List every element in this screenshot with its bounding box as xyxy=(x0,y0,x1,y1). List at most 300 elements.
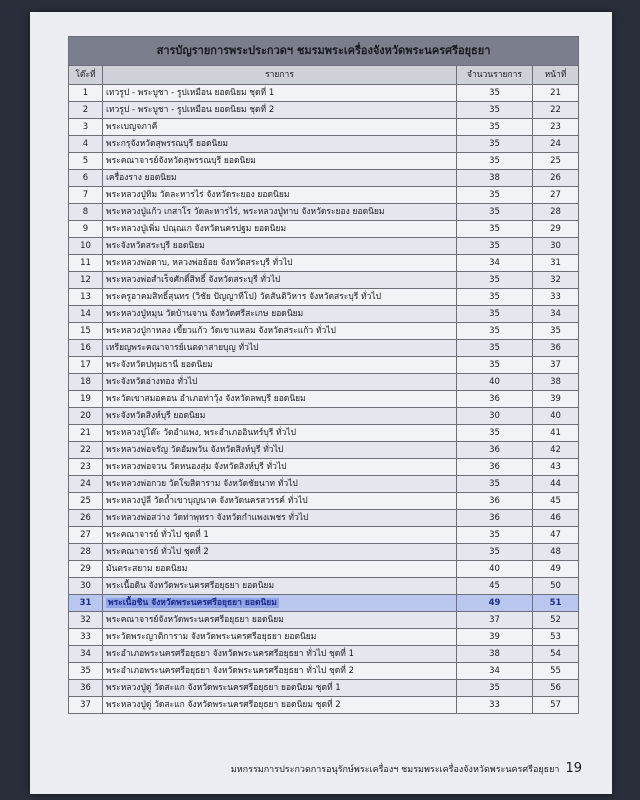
cell-page-text: 54 xyxy=(550,649,561,659)
cell-table-no-text: 28 xyxy=(80,547,91,557)
cell-count xyxy=(457,340,533,357)
cell-count-text: 40 xyxy=(489,377,500,387)
cell-count-text: 35 xyxy=(489,88,500,98)
cell-page xyxy=(533,323,579,340)
cell-list-text: พระจังหวัดปทุมธานี ยอดนิยม xyxy=(106,360,213,370)
cell-page-text: 45 xyxy=(550,496,561,506)
cell-count-text: 35 xyxy=(489,428,500,438)
cell-table-no-text: 13 xyxy=(80,292,91,302)
cell-page xyxy=(533,680,579,697)
cell-count xyxy=(457,187,533,204)
table-row xyxy=(69,289,579,306)
cell-table-no-text: 17 xyxy=(80,360,91,370)
table-row xyxy=(69,136,579,153)
cell-list xyxy=(103,629,457,646)
table-row xyxy=(69,697,579,714)
cell-table-no-text: 18 xyxy=(80,377,91,387)
cell-list-text: พระคณาจารย์ ทั่วไป ชุดที่ 2 xyxy=(106,547,209,557)
cell-table-no-text: 36 xyxy=(80,683,91,693)
cell-table-no xyxy=(69,561,103,578)
cell-page xyxy=(533,85,579,102)
cell-list-text: พระเบญจภาคี xyxy=(106,122,158,132)
cell-list xyxy=(103,306,457,323)
cell-page xyxy=(533,153,579,170)
cell-list xyxy=(103,544,457,561)
contents-table xyxy=(68,36,579,714)
cell-count xyxy=(457,170,533,187)
cell-page xyxy=(533,629,579,646)
cell-count-text: 35 xyxy=(489,139,500,149)
cell-page xyxy=(533,119,579,136)
cell-table-no-text: 12 xyxy=(80,275,91,285)
header-list: รายการ xyxy=(103,66,457,85)
cell-page-text: 56 xyxy=(550,683,561,693)
cell-count xyxy=(457,391,533,408)
cell-page-text: 27 xyxy=(550,190,561,200)
cell-table-no xyxy=(69,119,103,136)
cell-count-text: 35 xyxy=(489,360,500,370)
cell-table-no-text: 14 xyxy=(80,309,91,319)
cell-page-text: 23 xyxy=(550,122,561,132)
cell-list xyxy=(103,612,457,629)
cell-table-no xyxy=(69,493,103,510)
cell-count-text: 35 xyxy=(489,292,500,302)
cell-table-no-text: 11 xyxy=(80,258,91,268)
cell-table-no xyxy=(69,680,103,697)
cell-count-text: 35 xyxy=(489,190,500,200)
cell-count-text: 35 xyxy=(489,326,500,336)
cell-page-text: 49 xyxy=(550,564,561,574)
cell-count xyxy=(457,255,533,272)
table-row xyxy=(69,238,579,255)
cell-page-text: 37 xyxy=(550,360,561,370)
cell-table-no xyxy=(69,136,103,153)
cell-count-text: 36 xyxy=(489,445,500,455)
cell-page xyxy=(533,391,579,408)
table-row xyxy=(69,187,579,204)
cell-table-no xyxy=(69,442,103,459)
cell-count xyxy=(457,289,533,306)
cell-table-no xyxy=(69,255,103,272)
cell-list-text: มันตระสยาม ยอดนิยม xyxy=(106,564,188,574)
cell-list xyxy=(103,476,457,493)
cell-list xyxy=(103,561,457,578)
cell-page xyxy=(533,255,579,272)
cell-list xyxy=(103,595,457,612)
cell-list-text: พระอำเภอพระนครศรีอยุธยา จังหวัดพระนครศรีอยุธยา ทั่วไป ชุดที่ 2 xyxy=(106,666,354,676)
cell-page xyxy=(533,697,579,714)
cell-count-text: 34 xyxy=(489,258,500,268)
table-row xyxy=(69,510,579,527)
cell-list xyxy=(103,442,457,459)
cell-table-no xyxy=(69,306,103,323)
cell-page-text: 28 xyxy=(550,207,561,217)
cell-count-text: 33 xyxy=(489,700,500,710)
cell-list-text: พระจังหวัดสระบุรี ยอดนิยม xyxy=(106,241,205,251)
cell-table-no xyxy=(69,527,103,544)
cell-table-no-text: 23 xyxy=(80,462,91,472)
cell-page xyxy=(533,527,579,544)
cell-list xyxy=(103,493,457,510)
cell-count-text: 35 xyxy=(489,105,500,115)
cell-table-no xyxy=(69,578,103,595)
cell-page xyxy=(533,136,579,153)
cell-table-no-text: 37 xyxy=(80,700,91,710)
cell-list xyxy=(103,153,457,170)
cell-table-no-text: 6 xyxy=(82,173,89,183)
cell-table-no xyxy=(69,612,103,629)
cell-page xyxy=(533,187,579,204)
cell-page-text: 34 xyxy=(550,309,561,319)
cell-count xyxy=(457,697,533,714)
cell-page-text: 22 xyxy=(550,105,561,115)
cell-count xyxy=(457,442,533,459)
cell-page xyxy=(533,595,579,612)
cell-list xyxy=(103,646,457,663)
cell-table-no-text: 8 xyxy=(82,207,89,217)
cell-page-text: 57 xyxy=(550,700,561,710)
cell-page-text: 29 xyxy=(550,224,561,234)
cell-list-text: พระหลวงพ่อจวน วัดหนองสุ่ม จังหวัดสิงห์บุรี ทั่วไป xyxy=(106,462,287,472)
cell-page xyxy=(533,170,579,187)
cell-table-no xyxy=(69,187,103,204)
cell-table-no-text: 19 xyxy=(80,394,91,404)
cell-table-no xyxy=(69,510,103,527)
cell-count xyxy=(457,408,533,425)
cell-page xyxy=(533,238,579,255)
table-row xyxy=(69,221,579,238)
cell-page xyxy=(533,306,579,323)
cell-count-text: 37 xyxy=(489,615,500,625)
table-row xyxy=(69,153,579,170)
cell-count xyxy=(457,629,533,646)
table-body xyxy=(69,85,579,714)
cell-count-text: 35 xyxy=(489,547,500,557)
table-row xyxy=(69,459,579,476)
cell-page-text: 53 xyxy=(550,632,561,642)
cell-page-text: 30 xyxy=(550,241,561,251)
cell-list xyxy=(103,357,457,374)
cell-table-no-text: 29 xyxy=(80,564,91,574)
cell-list xyxy=(103,578,457,595)
cell-count xyxy=(457,578,533,595)
cell-count xyxy=(457,323,533,340)
cell-table-no-text: 21 xyxy=(80,428,91,438)
cell-table-no-text: 7 xyxy=(82,190,89,200)
table-row xyxy=(69,119,579,136)
table-row xyxy=(69,595,579,612)
cell-count xyxy=(457,595,533,612)
cell-list xyxy=(103,459,457,476)
table-row xyxy=(69,204,579,221)
cell-table-no xyxy=(69,204,103,221)
contents-sheet xyxy=(68,36,578,714)
cell-list-text: พระคณาจารย์ ทั่วไป ชุดที่ 1 xyxy=(106,530,209,540)
cell-list-text: พระหลวงพ่อกวย วัดโฆสิตาราม จังหวัดชัยนาท ทั่วไป xyxy=(106,479,298,489)
page-number: 19 xyxy=(565,761,582,776)
cell-table-no xyxy=(69,646,103,663)
table-row xyxy=(69,306,579,323)
cell-page-text: 48 xyxy=(550,547,561,557)
cell-list xyxy=(103,272,457,289)
header-table-no: โต๊ะที่ xyxy=(69,66,103,85)
cell-list-text: พระอำเภอพระนครศรีอยุธยา จังหวัดพระนครศรีอยุธยา ทั่วไป ชุดที่ 1 xyxy=(106,649,354,659)
cell-list xyxy=(103,102,457,119)
cell-table-no xyxy=(69,357,103,374)
cell-page xyxy=(533,340,579,357)
cell-page-text: 36 xyxy=(550,343,561,353)
cell-table-no-text: 16 xyxy=(80,343,91,353)
cell-table-no xyxy=(69,595,103,612)
cell-count-text: 35 xyxy=(489,156,500,166)
cell-list-text: พระหลวงปู่เพิ่ม ปณฺณเก จังหวัดนครปฐม ยอดนิยม xyxy=(106,224,287,234)
cell-count xyxy=(457,527,533,544)
cell-table-no xyxy=(69,170,103,187)
cell-count-text: 36 xyxy=(489,496,500,506)
cell-count-text: 49 xyxy=(488,598,501,608)
cell-page-text: 52 xyxy=(550,615,561,625)
cell-list xyxy=(103,374,457,391)
cell-list xyxy=(103,680,457,697)
cell-count-text: 35 xyxy=(489,343,500,353)
cell-count-text: 34 xyxy=(489,666,500,676)
cell-page xyxy=(533,646,579,663)
cell-page xyxy=(533,357,579,374)
cell-count-text: 45 xyxy=(489,581,500,591)
cell-table-no-text: 15 xyxy=(80,326,91,336)
cell-count xyxy=(457,221,533,238)
cell-table-no-text: 32 xyxy=(80,615,91,625)
cell-list xyxy=(103,221,457,238)
cell-count-text: 35 xyxy=(489,241,500,251)
cell-list xyxy=(103,697,457,714)
cell-list-text: พระหลวงพ่อจรัญ วัดอัมพวัน จังหวัดสิงห์บุรี ทั่วไป xyxy=(106,445,284,455)
cell-table-no xyxy=(69,425,103,442)
cell-page xyxy=(533,221,579,238)
cell-page xyxy=(533,663,579,680)
cell-count-text: 38 xyxy=(489,649,500,659)
header-count: จำนวนรายการ xyxy=(457,66,533,85)
cell-page xyxy=(533,425,579,442)
cell-table-no xyxy=(69,408,103,425)
cell-table-no-text: 27 xyxy=(80,530,91,540)
cell-table-no xyxy=(69,153,103,170)
cell-count xyxy=(457,306,533,323)
cell-list-text: พระหลวงปู่โต๊ะ วัดอำแพง, พระอำเภออินทร์บุรี ทั่วไป xyxy=(106,428,297,438)
cell-table-no-text: 22 xyxy=(80,445,91,455)
cell-page-text: 41 xyxy=(550,428,561,438)
cell-page-text: 21 xyxy=(550,88,561,98)
cell-list-text: พระหลวงพ่อสำเร็จศักดิ์สิทธิ์ จังหวัดสระบุรี ทั่วไป xyxy=(106,275,281,285)
cell-count-text: 36 xyxy=(489,462,500,472)
cell-list xyxy=(103,391,457,408)
cell-list-text: เทวรูป - พระบูชา - รูปเหมือน ยอดนิยม ชุดที่ 1 xyxy=(106,88,275,98)
cell-table-no xyxy=(69,221,103,238)
cell-list xyxy=(103,323,457,340)
cell-table-no-text: 34 xyxy=(80,649,91,659)
cell-page-text: 33 xyxy=(550,292,561,302)
cell-table-no xyxy=(69,629,103,646)
cell-table-no xyxy=(69,391,103,408)
page-footer xyxy=(231,761,582,776)
table-row xyxy=(69,493,579,510)
cell-table-no-text: 4 xyxy=(82,139,89,149)
table-row xyxy=(69,102,579,119)
cell-table-no-text: 9 xyxy=(82,224,89,234)
cell-page xyxy=(533,510,579,527)
cell-table-no-text: 25 xyxy=(80,496,91,506)
cell-page xyxy=(533,612,579,629)
cell-list xyxy=(103,340,457,357)
cell-page-text: 26 xyxy=(550,173,561,183)
cell-count-text: 30 xyxy=(489,411,500,421)
cell-list-text: พระหลวงปู่กาหลง เขี้ยวแก้ว วัดเขาแหลม จังหวัดสระแก้ว ทั่วไป xyxy=(106,326,336,336)
cell-list-text: พระหลวงปู่ลี วัดถ้ำเขาบุญนาค จังหวัดนครสวรรค์ ทั่วไป xyxy=(106,496,308,506)
cell-count xyxy=(457,238,533,255)
cell-table-no xyxy=(69,459,103,476)
cell-list-text: พระจังหวัดอ่างทอง ทั่วไป xyxy=(106,377,198,387)
cell-page-text: 42 xyxy=(550,445,561,455)
cell-count xyxy=(457,153,533,170)
cell-list-text: พระคณาจารย์จังหวัดสุพรรณบุรี ยอดนิยม xyxy=(106,156,256,166)
cell-list-text: พระหลวงพ่อดาบ, หลวงพ่อย้อย จังหวัดสระบุรี ทั่วไป xyxy=(106,258,293,268)
cell-count xyxy=(457,680,533,697)
cell-page-text: 39 xyxy=(550,394,561,404)
cell-list-text: พระคณาจารย์จังหวัดพระนครศรีอยุธยา ยอดนิยม xyxy=(106,615,284,625)
cell-table-no xyxy=(69,340,103,357)
cell-table-no xyxy=(69,272,103,289)
cell-list-text: พระเนื้อดิน จังหวัดพระนครศรีอยุธยา ยอดนิยม xyxy=(106,581,275,591)
cell-count-text: 35 xyxy=(489,122,500,132)
cell-count-text: 39 xyxy=(489,632,500,642)
footer-text: มหกรรมการประกวดการอนุรักษ์พระเครื่องฯ ชมรมพระเครื่องจังหวัดพระนครศรีอยุธยา xyxy=(230,765,560,775)
cell-page-text: 44 xyxy=(550,479,561,489)
cell-page xyxy=(533,493,579,510)
cell-count-text: 38 xyxy=(489,173,500,183)
cell-list xyxy=(103,663,457,680)
cell-count xyxy=(457,136,533,153)
cell-list-text: พระวัดเขาสมอคอน อำเภอท่าวุ้ง จังหวัดลพบุรี ยอดนิยม xyxy=(106,394,306,404)
cell-table-no-text: 31 xyxy=(79,598,92,608)
cell-table-no-text: 10 xyxy=(80,241,91,251)
cell-table-no-text: 26 xyxy=(80,513,91,523)
cell-list xyxy=(103,238,457,255)
table-row xyxy=(69,408,579,425)
cell-page xyxy=(533,272,579,289)
table-row xyxy=(69,374,579,391)
cell-page-text: 31 xyxy=(550,258,561,268)
cell-table-no xyxy=(69,102,103,119)
cell-count-text: 35 xyxy=(489,683,500,693)
cell-count xyxy=(457,646,533,663)
cell-count xyxy=(457,459,533,476)
cell-table-no-text: 5 xyxy=(82,156,89,166)
cell-list-text: เครื่องราง ยอดนิยม xyxy=(106,173,177,183)
table-row xyxy=(69,527,579,544)
cell-list xyxy=(103,289,457,306)
table-row xyxy=(69,646,579,663)
cell-table-no-text: 3 xyxy=(82,122,89,132)
cell-page xyxy=(533,578,579,595)
table-row xyxy=(69,578,579,595)
cell-table-no-text: 24 xyxy=(80,479,91,489)
cell-table-no-text: 20 xyxy=(80,411,91,421)
cell-list xyxy=(103,187,457,204)
cell-count xyxy=(457,425,533,442)
cell-count-text: 35 xyxy=(489,530,500,540)
cell-list xyxy=(103,510,457,527)
cell-count-text: 36 xyxy=(489,513,500,523)
cell-list-text: พระกรุจังหวัดสุพรรณบุรี ยอดนิยม xyxy=(106,139,228,149)
cell-list-text: เหรียญพระคณาจารย์เนตตาสายบุญ ทั่วไป xyxy=(106,343,259,353)
cell-page xyxy=(533,442,579,459)
cell-count xyxy=(457,561,533,578)
cell-count-text: 36 xyxy=(489,394,500,404)
cell-count xyxy=(457,374,533,391)
table-row xyxy=(69,442,579,459)
table-row xyxy=(69,323,579,340)
cell-list xyxy=(103,527,457,544)
table-row xyxy=(69,340,579,357)
cell-table-no xyxy=(69,374,103,391)
cell-list-text: พระจังหวัดสิงห์บุรี ยอดนิยม xyxy=(106,411,206,421)
cell-count xyxy=(457,272,533,289)
table-row xyxy=(69,612,579,629)
cell-list-text: พระหลวงปู่ทิม วัดละหารไร่ จังหวัดระยอง ยอดนิยม xyxy=(106,190,290,200)
cell-table-no-text: 30 xyxy=(80,581,91,591)
cell-count xyxy=(457,510,533,527)
cell-table-no xyxy=(69,289,103,306)
cell-page xyxy=(533,204,579,221)
cell-page-text: 25 xyxy=(550,156,561,166)
cell-table-no-text: 2 xyxy=(82,105,89,115)
cell-count-text: 35 xyxy=(489,275,500,285)
cell-list xyxy=(103,170,457,187)
cell-list-text: พระครูอาคมสิทธิ์สุนทร (วิชัย ปัญญาทีโป) วัดสันติวิหาร จังหวัดสระบุรี ทั่วไป xyxy=(106,292,382,302)
cell-page-text: 24 xyxy=(550,139,561,149)
header-page: หน้าที่ xyxy=(533,66,579,85)
cell-count xyxy=(457,476,533,493)
table-row xyxy=(69,680,579,697)
cell-count-text: 35 xyxy=(489,224,500,234)
table-row xyxy=(69,170,579,187)
cell-table-no xyxy=(69,697,103,714)
cell-list-text: พระหลวงปู่แก้ว เกสาโร วัดละหารไร่, พระหลวงปู่ทาบ จังหวัดระยอง ยอดนิยม xyxy=(106,207,385,217)
cell-list xyxy=(103,85,457,102)
cell-count xyxy=(457,663,533,680)
table-row xyxy=(69,629,579,646)
cell-page xyxy=(533,544,579,561)
cell-count xyxy=(457,119,533,136)
cell-page-text: 50 xyxy=(550,581,561,591)
table-row xyxy=(69,357,579,374)
cell-page xyxy=(533,476,579,493)
cell-page-text: 51 xyxy=(549,598,562,608)
cell-table-no xyxy=(69,85,103,102)
table-row xyxy=(69,391,579,408)
cell-count-text: 35 xyxy=(489,479,500,489)
cell-count xyxy=(457,357,533,374)
table-row xyxy=(69,544,579,561)
table-row xyxy=(69,476,579,493)
table-row xyxy=(69,561,579,578)
table-row xyxy=(69,255,579,272)
cell-count-text: 40 xyxy=(489,564,500,574)
cell-page xyxy=(533,102,579,119)
cell-count-text: 35 xyxy=(489,309,500,319)
cell-page-text: 38 xyxy=(550,377,561,387)
cell-page-text: 32 xyxy=(550,275,561,285)
